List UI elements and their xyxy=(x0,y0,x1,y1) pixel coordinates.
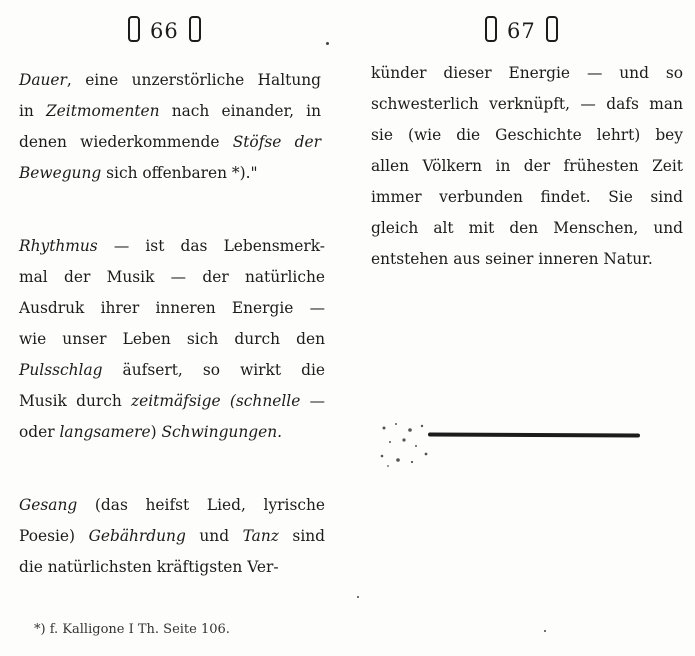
text-line xyxy=(19,324,325,355)
text-line xyxy=(19,490,325,521)
text-segment: wie unser Leben sich durch den xyxy=(19,330,325,348)
text-line xyxy=(19,231,325,262)
italic-segment: Dauer xyxy=(19,71,67,89)
text-segment: Poesie) xyxy=(19,527,89,545)
italic-segment: Gebährdung xyxy=(88,527,186,545)
text-segment: oder xyxy=(19,423,60,441)
italic-segment: Pulsschlag xyxy=(19,361,103,379)
text-line xyxy=(371,213,683,244)
footnote: *) f. Kalligone I Th. Seite 106. xyxy=(34,622,230,637)
text-segment: entstehen aus seiner inneren Natur. xyxy=(371,250,653,268)
text-segment: — ist das Lebensmerk- xyxy=(97,237,325,255)
text-segment: schwesterlich verknüpft, — dafs man xyxy=(371,95,683,113)
text-segment: , eine unzerstörliche Haltung xyxy=(66,71,321,89)
paragraph xyxy=(19,65,321,189)
text-line xyxy=(371,151,683,182)
italic-segment: Rhythmus xyxy=(19,237,98,255)
text-line xyxy=(19,262,325,293)
text-line xyxy=(19,552,325,583)
italic-segment: langsamere xyxy=(59,423,151,441)
text-segment: ) xyxy=(150,423,162,441)
page-number: 67 xyxy=(507,19,536,43)
text-segment: immer verbunden findet. Sie sind xyxy=(371,188,683,206)
text-segment: künder dieser Energie — und so xyxy=(371,64,683,82)
text-line xyxy=(19,96,321,127)
paragraph xyxy=(19,490,325,583)
text-line xyxy=(371,182,683,213)
text-line xyxy=(19,65,321,96)
text-segment: äufsert, so wirkt die xyxy=(102,361,325,379)
italic-segment: Tanz xyxy=(242,527,279,545)
text-line xyxy=(371,120,683,151)
page-number-header xyxy=(118,16,211,43)
ink-blot xyxy=(376,418,436,470)
text-segment: Musik durch xyxy=(19,392,132,410)
text-segment: denen wiederkommende xyxy=(19,133,233,151)
right-page xyxy=(345,0,695,656)
ink-speck xyxy=(544,630,546,632)
page-ornament-right xyxy=(189,16,201,42)
text-line xyxy=(19,293,325,324)
ink-speck xyxy=(326,42,329,45)
text-line xyxy=(19,127,321,158)
text-segment: mal der Musik — der natürliche xyxy=(19,268,325,286)
italic-segment: Schwingungen. xyxy=(161,423,283,441)
text-segment: (das heifst Lied, lyrische xyxy=(77,496,325,514)
paragraph xyxy=(19,231,325,448)
text-segment: sich offenbaren *)." xyxy=(101,164,258,182)
text-segment: und xyxy=(185,527,243,545)
text-segment: sie (wie die Geschichte lehrt) bey xyxy=(371,126,683,144)
text-segment: gleich alt mit den Menschen, und xyxy=(371,219,683,237)
ink-speck xyxy=(357,596,359,598)
paragraph xyxy=(371,58,683,275)
text-segment: in xyxy=(19,102,46,120)
text-line xyxy=(19,386,325,417)
text-line xyxy=(371,58,683,89)
text-line xyxy=(19,355,325,386)
page-ornament-right xyxy=(546,16,558,42)
text-line xyxy=(19,158,321,189)
page-ornament-left xyxy=(485,16,497,42)
text-segment: allen Völkern in der frühesten Zeit xyxy=(371,157,683,175)
text-line xyxy=(371,89,683,120)
left-page xyxy=(0,0,345,656)
text-segment: Ausdruk ihrer inneren Energie — xyxy=(19,299,325,317)
text-segment: nach einander, in xyxy=(159,102,321,120)
italic-segment: Zeitmomenten xyxy=(45,102,160,120)
italic-segment: Bewegung xyxy=(19,164,102,182)
page-number-header xyxy=(475,16,568,43)
italic-segment: Stöfse der xyxy=(232,133,321,151)
page-ornament-left xyxy=(128,16,140,42)
page-number: 66 xyxy=(150,19,179,43)
text-line xyxy=(19,417,325,448)
text-segment: die natürlichsten kräftigsten Ver- xyxy=(19,558,279,576)
italic-segment: Gesang xyxy=(19,496,78,514)
text-line xyxy=(19,521,325,552)
italic-segment: zeitmäfsige (schnelle — xyxy=(131,392,325,410)
text-line xyxy=(371,244,683,275)
text-segment: sind xyxy=(278,527,326,545)
